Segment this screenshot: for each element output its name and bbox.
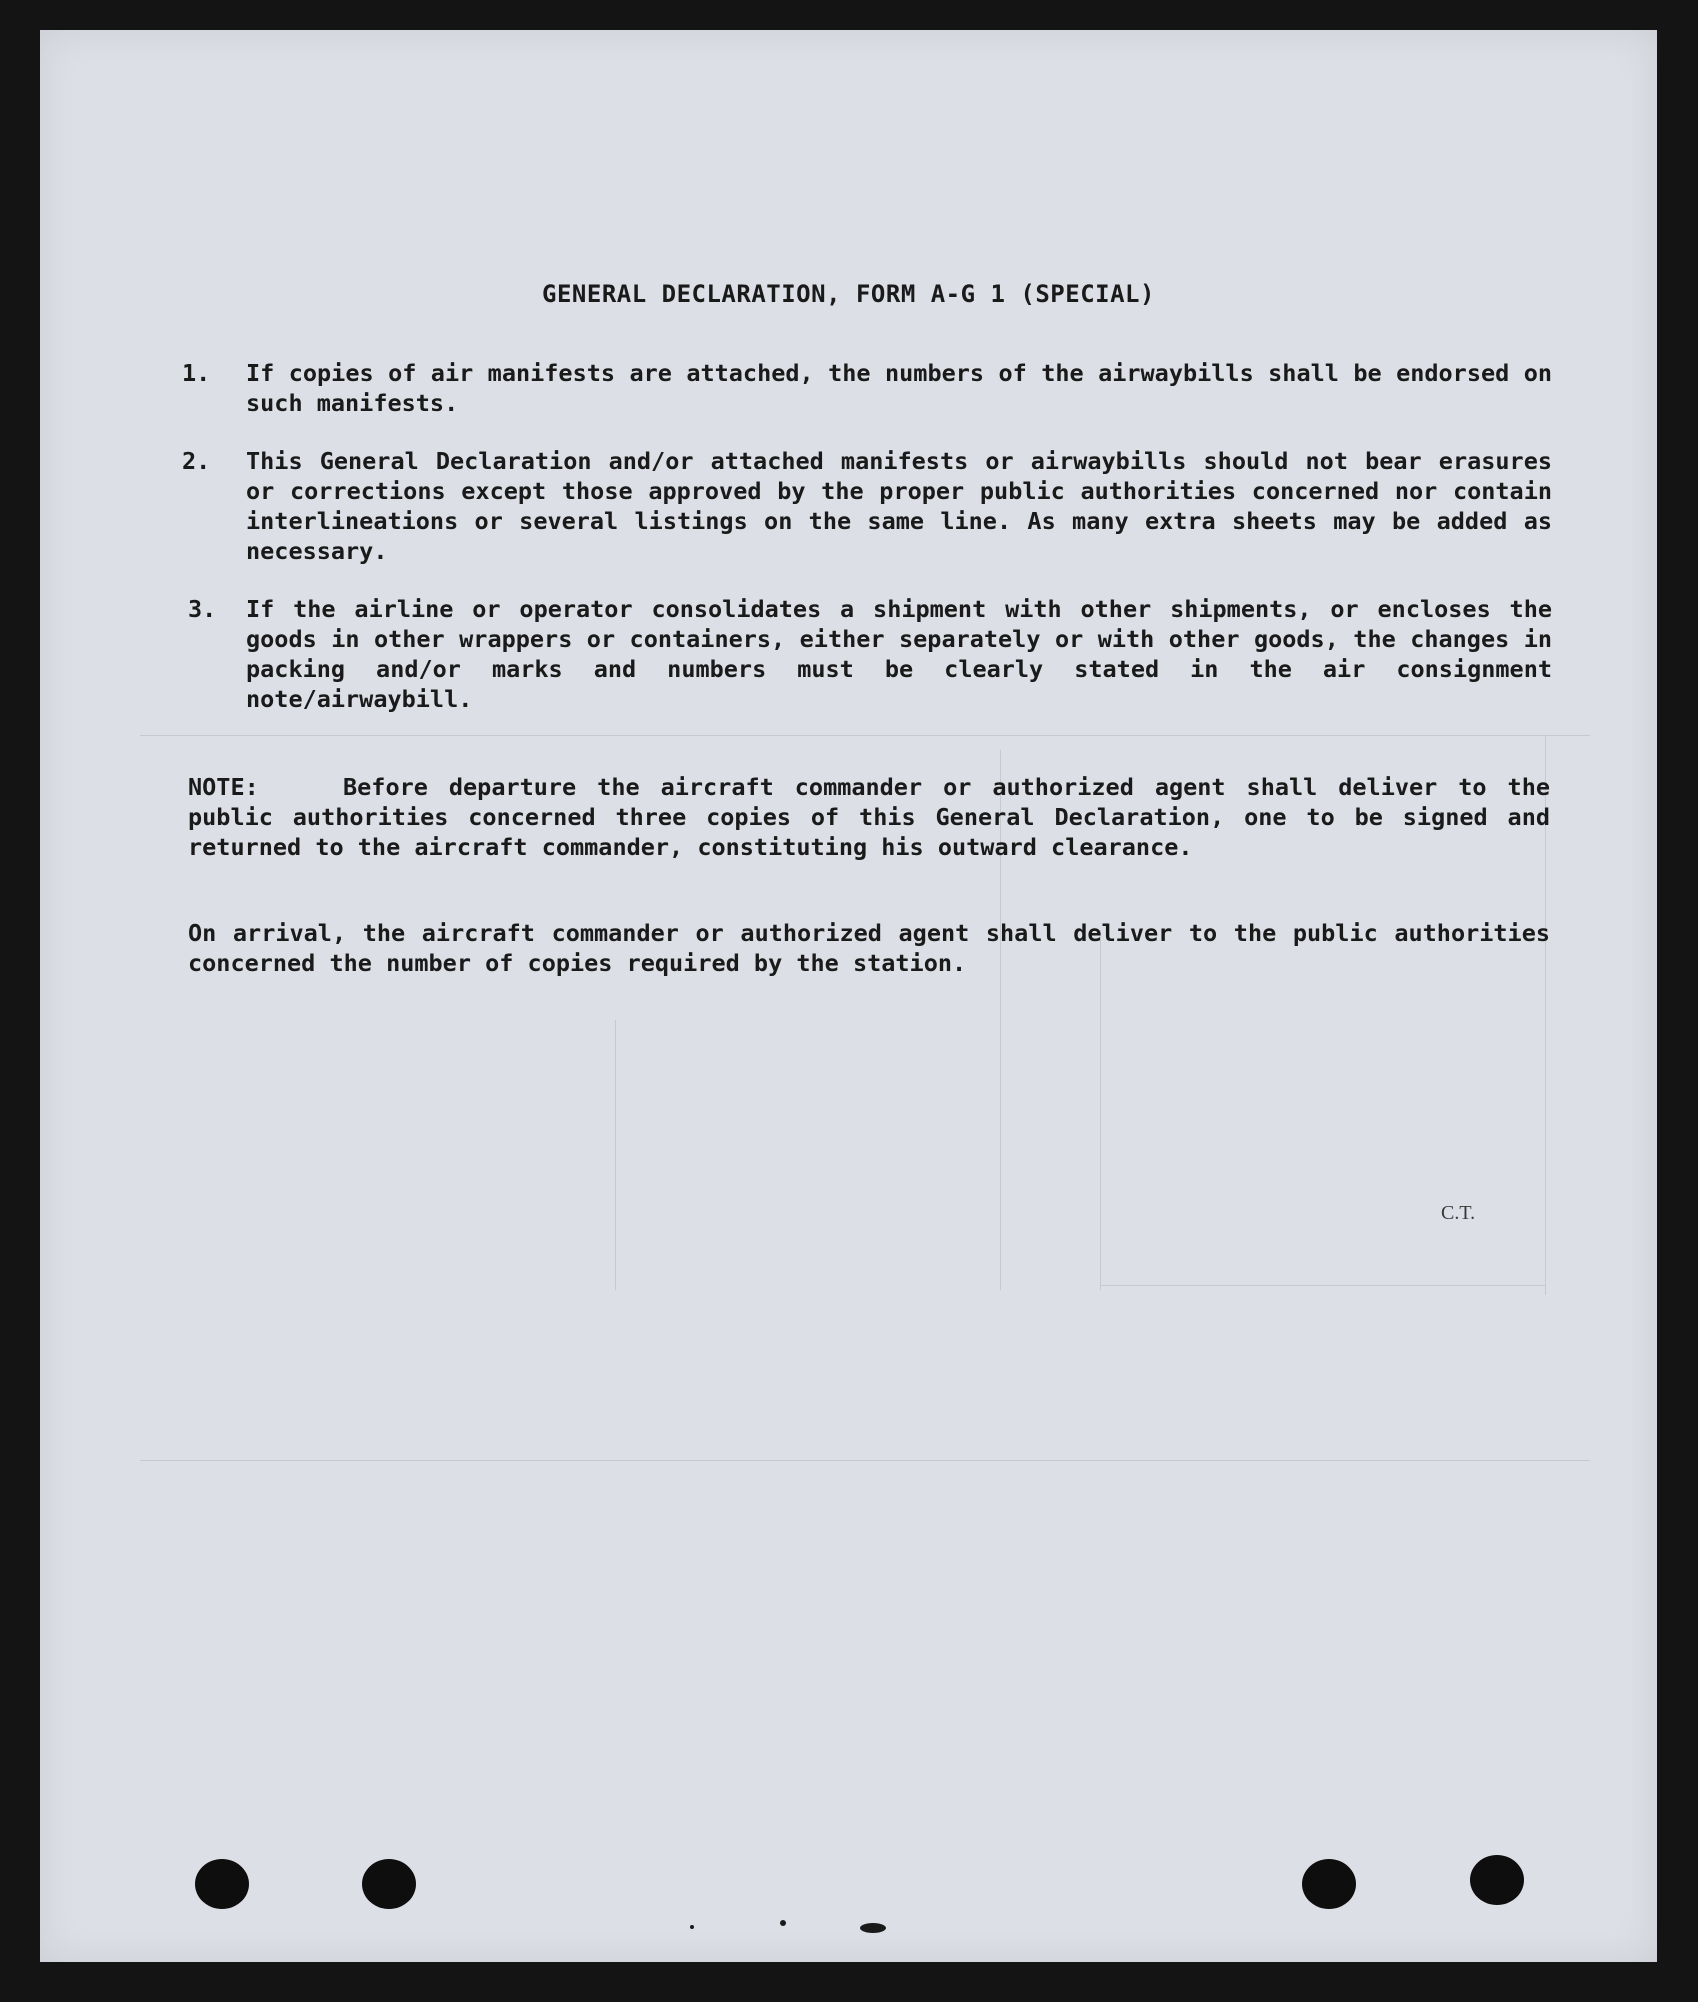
bleed-through-rule xyxy=(615,1020,616,1290)
arrival-paragraph: On arrival, the aircraft commander or authorized agent shall deliver to the public authorities concerned the number of copies required by the station. xyxy=(188,919,1550,977)
punch-hole xyxy=(1470,1855,1524,1905)
bleed-through-rule xyxy=(140,735,1590,736)
document-title: GENERAL DECLARATION, FORM A-G 1 (SPECIAL) xyxy=(542,280,1155,308)
list-item-3 xyxy=(182,594,1552,714)
item-text: If the airline or operator consolidates a shipment with other shipments, or encloses the goods in other wrappers or containers, either separately or with other goods, the changes in packing and/or marks and numbers must be clearly stated in the air consignment note/airwaybill. xyxy=(246,595,1552,713)
handwritten-initials: C.T. xyxy=(1441,1202,1476,1224)
bleed-through-rule xyxy=(1100,930,1101,1290)
bleed-through-rule xyxy=(140,1460,1590,1461)
bleed-through-rule xyxy=(1100,1285,1545,1286)
punch-hole xyxy=(195,1859,249,1909)
note-label: NOTE: xyxy=(188,773,259,801)
list-item-2 xyxy=(182,446,1552,566)
item-number: 3. xyxy=(188,595,217,623)
punch-hole xyxy=(362,1859,416,1909)
item-number: 2. xyxy=(182,447,211,475)
list-item-1 xyxy=(182,358,1552,418)
punch-hole xyxy=(1302,1859,1356,1909)
ink-speck xyxy=(780,1920,786,1926)
item-number: 1. xyxy=(182,359,211,387)
note-paragraph xyxy=(188,772,1550,862)
note-text: Before departure the aircraft commander or authorized agent shall deliver to the public authorities concerned three copies of this General Declaration, one to be signed and returned to the aircraft commander, constituting his outward clearance. xyxy=(188,773,1550,861)
ink-speck xyxy=(860,1923,886,1933)
item-text: This General Declaration and/or attached manifests or airwaybills should not bear erasures or corrections except those approved by the proper public authorities concerned nor contain interlineations or several listings on the same line. As many extra sheets may be added as necessary. xyxy=(246,447,1552,565)
item-text: If copies of air manifests are attached, the numbers of the airwaybills shall be endorsed on such manifests. xyxy=(246,359,1552,417)
document-page xyxy=(40,30,1657,1962)
ink-speck xyxy=(690,1925,694,1929)
